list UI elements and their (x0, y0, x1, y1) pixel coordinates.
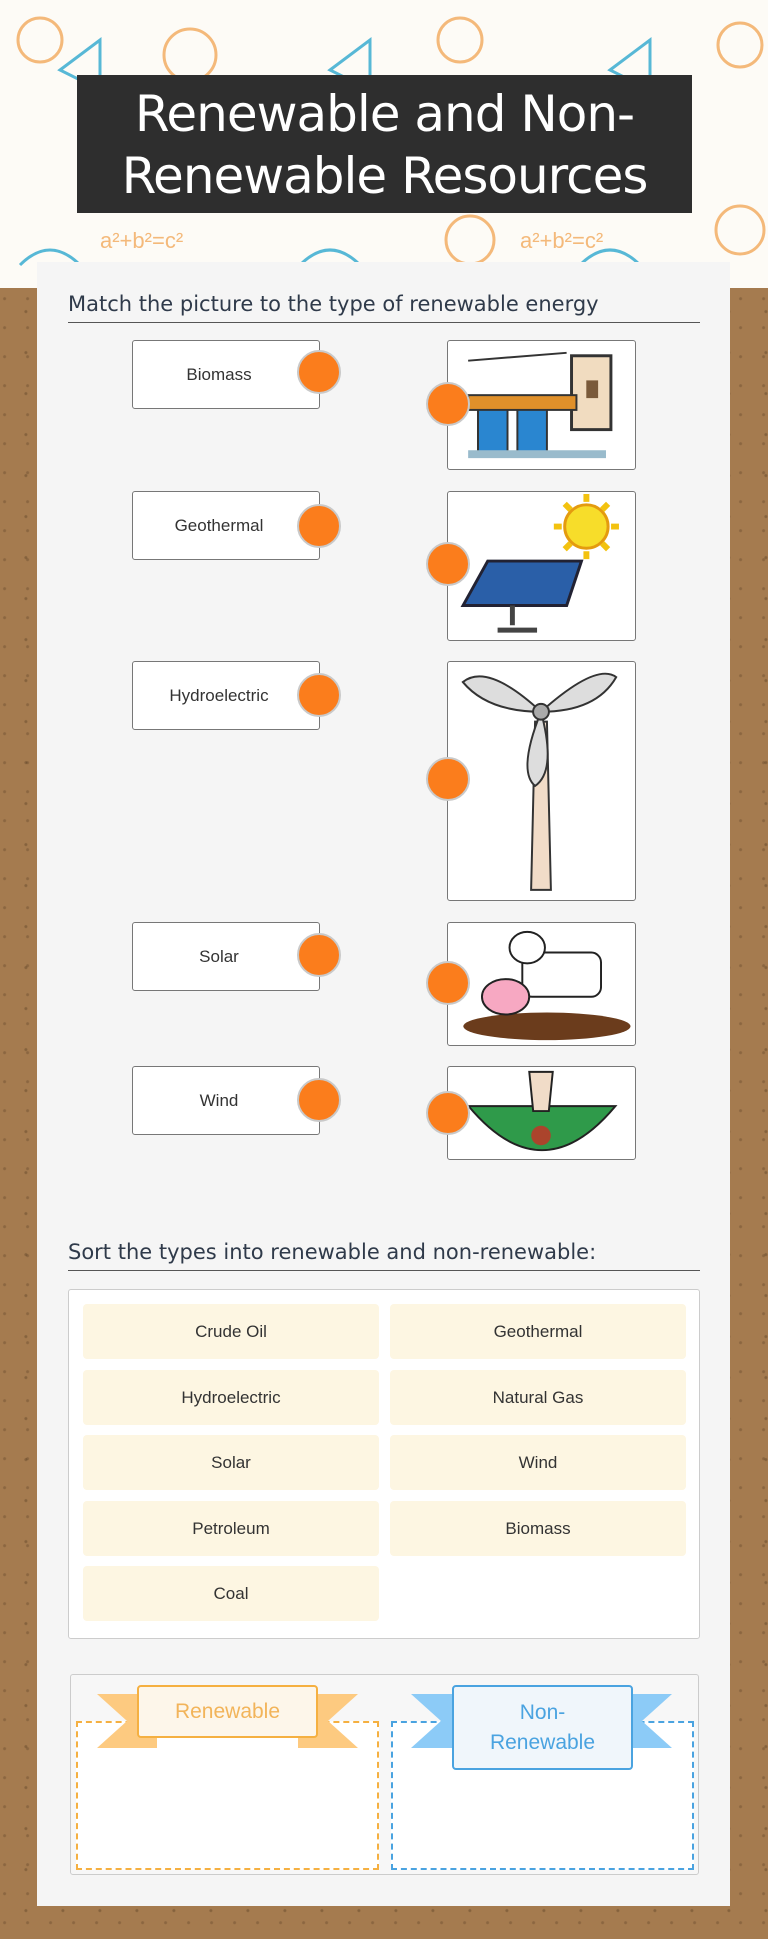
renewable-bucket-label: Renewable (137, 1685, 318, 1738)
match-connector-geothermal[interactable] (297, 504, 341, 548)
match-heading: Match the picture to the type of renewable energy (68, 292, 700, 323)
match-label-solar[interactable]: Solar (132, 922, 320, 991)
sort-buckets (70, 1674, 699, 1875)
image-connector-animals[interactable] (426, 961, 470, 1005)
image-connector-solar-panel[interactable] (426, 542, 470, 586)
image-connector-wind-turbine[interactable] (426, 757, 470, 801)
sort-chip[interactable]: Wind (390, 1435, 686, 1490)
sort-chip[interactable]: Solar (83, 1435, 379, 1490)
sort-items-pool (68, 1289, 700, 1639)
non-renewable-bucket-label: Non-Renewable (452, 1685, 633, 1770)
page-title: Renewable and Non-Renewable Resources (77, 75, 692, 213)
worksheet-card (37, 262, 730, 1906)
sort-chip[interactable]: Petroleum (83, 1501, 379, 1556)
sort-chip[interactable]: Coal (83, 1566, 379, 1621)
geothermal-plant-image[interactable] (447, 1066, 636, 1160)
image-connector-dam[interactable] (426, 382, 470, 426)
match-connector-biomass[interactable] (297, 350, 341, 394)
match-label-geothermal[interactable]: Geothermal (132, 491, 320, 560)
wind-turbine-image[interactable] (447, 661, 636, 901)
match-label-wind[interactable]: Wind (132, 1066, 320, 1135)
hydroelectric-dam-image[interactable] (447, 340, 636, 470)
image-connector-geothermal[interactable] (426, 1091, 470, 1135)
farm-animals-image[interactable] (447, 922, 636, 1046)
sort-chip[interactable]: Geothermal (390, 1304, 686, 1359)
match-label-hydroelectric[interactable]: Hydroelectric (132, 661, 320, 730)
header-banner (0, 0, 768, 288)
sort-chip[interactable]: Crude Oil (83, 1304, 379, 1359)
sort-chip[interactable]: Biomass (390, 1501, 686, 1556)
match-connector-hydroelectric[interactable] (297, 673, 341, 717)
match-label-biomass[interactable]: Biomass (132, 340, 320, 409)
svg-text:a²+b²=c²: a²+b²=c² (520, 228, 604, 253)
sort-heading: Sort the types into renewable and non-renewable: (68, 1240, 700, 1271)
match-connector-solar[interactable] (297, 933, 341, 977)
match-connector-wind[interactable] (297, 1078, 341, 1122)
svg-text:a²+b²=c²: a²+b²=c² (100, 228, 184, 253)
solar-panel-image[interactable] (447, 491, 636, 641)
sort-chip[interactable]: Natural Gas (390, 1370, 686, 1425)
sort-chip[interactable]: Hydroelectric (83, 1370, 379, 1425)
